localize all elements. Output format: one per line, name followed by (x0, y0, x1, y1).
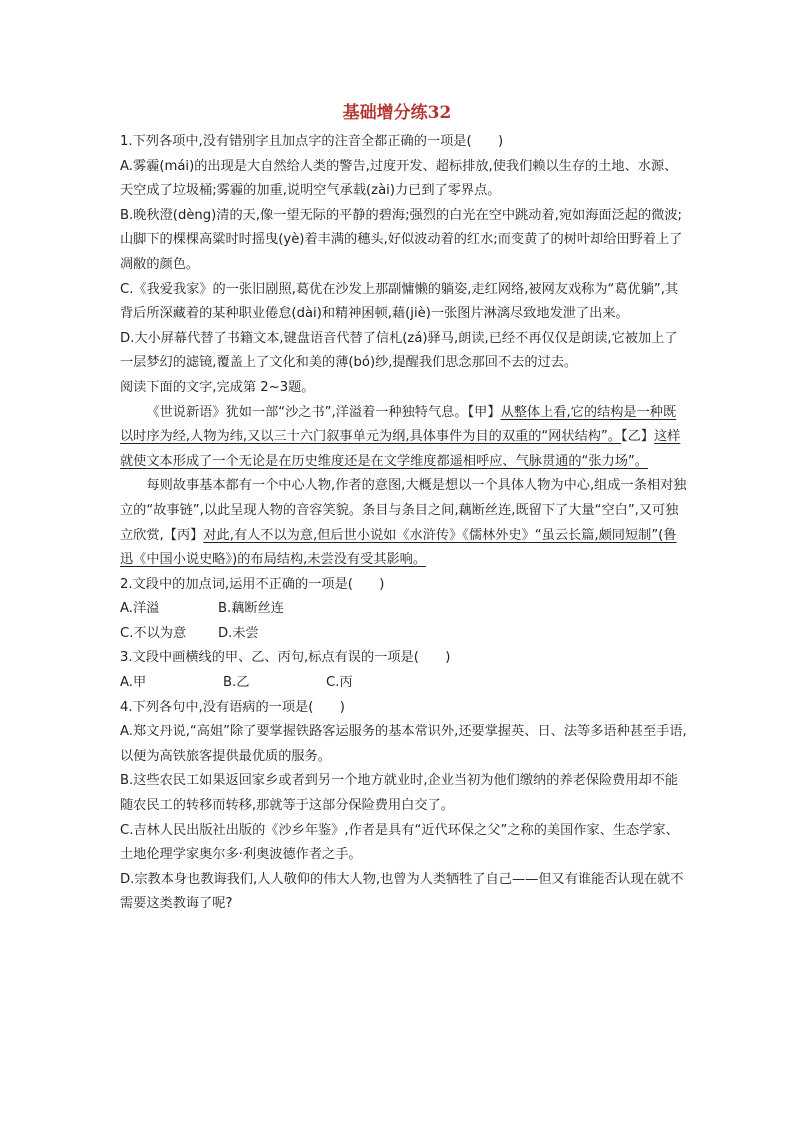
question-4-stem: 4.下列各句中,没有语病的一项是( ) (120, 699, 345, 715)
reading-p1-text: 《世说新语》犹如一部“沙之书”,洋溢着一种独特气息。【甲】 (146, 404, 501, 420)
question-1-option-a: A.雾霾(mái)的出现是大自然给人类的警告,过度开发、超标排放,使我们赖以生存的土地、水源、天空成了垃圾桶;雾霾的加重,说明空气承载(zài)力已到了零界点。 (120, 158, 678, 199)
question-2-option-d: D.未尝 (218, 625, 259, 641)
question-2-option-c: C.不以为意 (120, 625, 187, 641)
question-1-stem: 1.下列各项中,没有错别字且加点字的注音全都正确的一项是( ) (120, 134, 504, 149)
question-4-option-c: C.吉林人民出版社出版的《沙乡年鉴》,作者是具有“近代环保之父”之称的美国作家、生态学家、土地伦理学家奥尔多·利奥波德作者之手。 (120, 822, 679, 863)
question-1-option-b: B.晚秋澄(dèng)清的天,像一望无际的平静的碧海;强烈的白光在空中跳动着,宛如海面泛起的微波;山脚下的棵棵高粱时时摇曳(yè)着丰满的穗头,好似波动着的红水;而变黄了的树叶却给田野着上了凋敝的颜色。 (120, 207, 683, 272)
reading-p2-text: 每则故事基本都有一个中心人物,作者的意图,大概是想以一个具体人物为中心,组成一条相对独立的“故事链”,以此呈现人物的音容笑貌。条目与条目之间,藕断丝连,既留下了大量“空白”,又可独立欣赏,【丙】 (120, 478, 687, 543)
question-4-option-d: D.宗教本身也教诲我们,人人敬仰的伟大人物,也曾为人类牺牲了自己——但又有谁能否认现在就不需要这类教诲了呢? (120, 871, 684, 912)
question-2-stem: 2.文段中的加点词,运用不正确的一项是( ) (120, 576, 385, 592)
sentence-yi: 这样就使文本形成了一个无论是在历史维度还是在文学维度都遥相呼应、气脉贯通的“张力场”。 (120, 429, 681, 469)
question-3-stem: 3.文段中画横线的甲、乙、丙句,标点有误的一项是( ) (120, 650, 451, 666)
worksheet-content (120, 130, 688, 917)
question-4-option-b: B.这些农民工如果返回家乡或者到另一个地方就业时,企业当初为他们缴纳的养老保险费用却不能随农民工的转移而转移,那就等于这部分保险费用白交了。 (120, 773, 679, 814)
question-1-option-d: D.大小屏幕代替了书籍文本,键盘语音代替了信札(zá)驿马,朗读,已经不再仅仅是朗读,它被加上了一层梦幻的滤镜,覆盖上了文化和美的薄(bó)纱,提醒我们思念那回不去的过去。 (120, 330, 678, 371)
marker-yi: 【乙】 (621, 429, 654, 445)
question-3-options (120, 671, 688, 696)
reading-paragraph-2 (120, 474, 688, 572)
question-3-option-c: C.丙 (326, 675, 353, 691)
sentence-jia: 从整体上看,它的结构是一种既以时序为经,人物为纬,又以三十六门叙事单元为纲,具体事件为目的双重的“网状结构”。 (120, 404, 677, 445)
question-3-option-a: A.甲 (120, 675, 147, 691)
question-3-option-b: B.乙 (223, 675, 250, 691)
question-2-option-b: B.藕断丝连 (218, 601, 284, 617)
sentence-bing: 对此,有人不以为意,但后世小说如《水浒传》《儒林外史》“虽云长篇,颇同短制”(鲁迅《中国小说史略》)的布局结构,未尝没有受其影响。 (120, 527, 677, 568)
question-2-options-row2 (120, 622, 688, 647)
question-4-option-a: A.郑文丹说,“高姐”除了要掌握铁路客运服务的基本常识外,还要掌握英、日、法等多语种甚至手语,以便为高铁旅客提供最优质的服务。 (120, 724, 687, 764)
page-title: 基础增分练32 (342, 103, 452, 123)
reading-paragraph-1 (120, 401, 688, 475)
question-2-option-a: A.洋溢 (120, 601, 160, 617)
reading-intro: 阅读下面的文字,完成第 2~3题。 (120, 379, 315, 395)
question-1-option-c: C.《我爱我家》的一张旧剧照,葛优在沙发上那副慵懒的躺姿,走红网络,被网友戏称为“葛优躺”,其背后所深藏着的某种职业倦怠(dài)和精神困顿,藉(jiè)一张图片淋漓尽致地发泄了出来。 (120, 281, 679, 322)
question-2-options-row1 (120, 597, 688, 622)
